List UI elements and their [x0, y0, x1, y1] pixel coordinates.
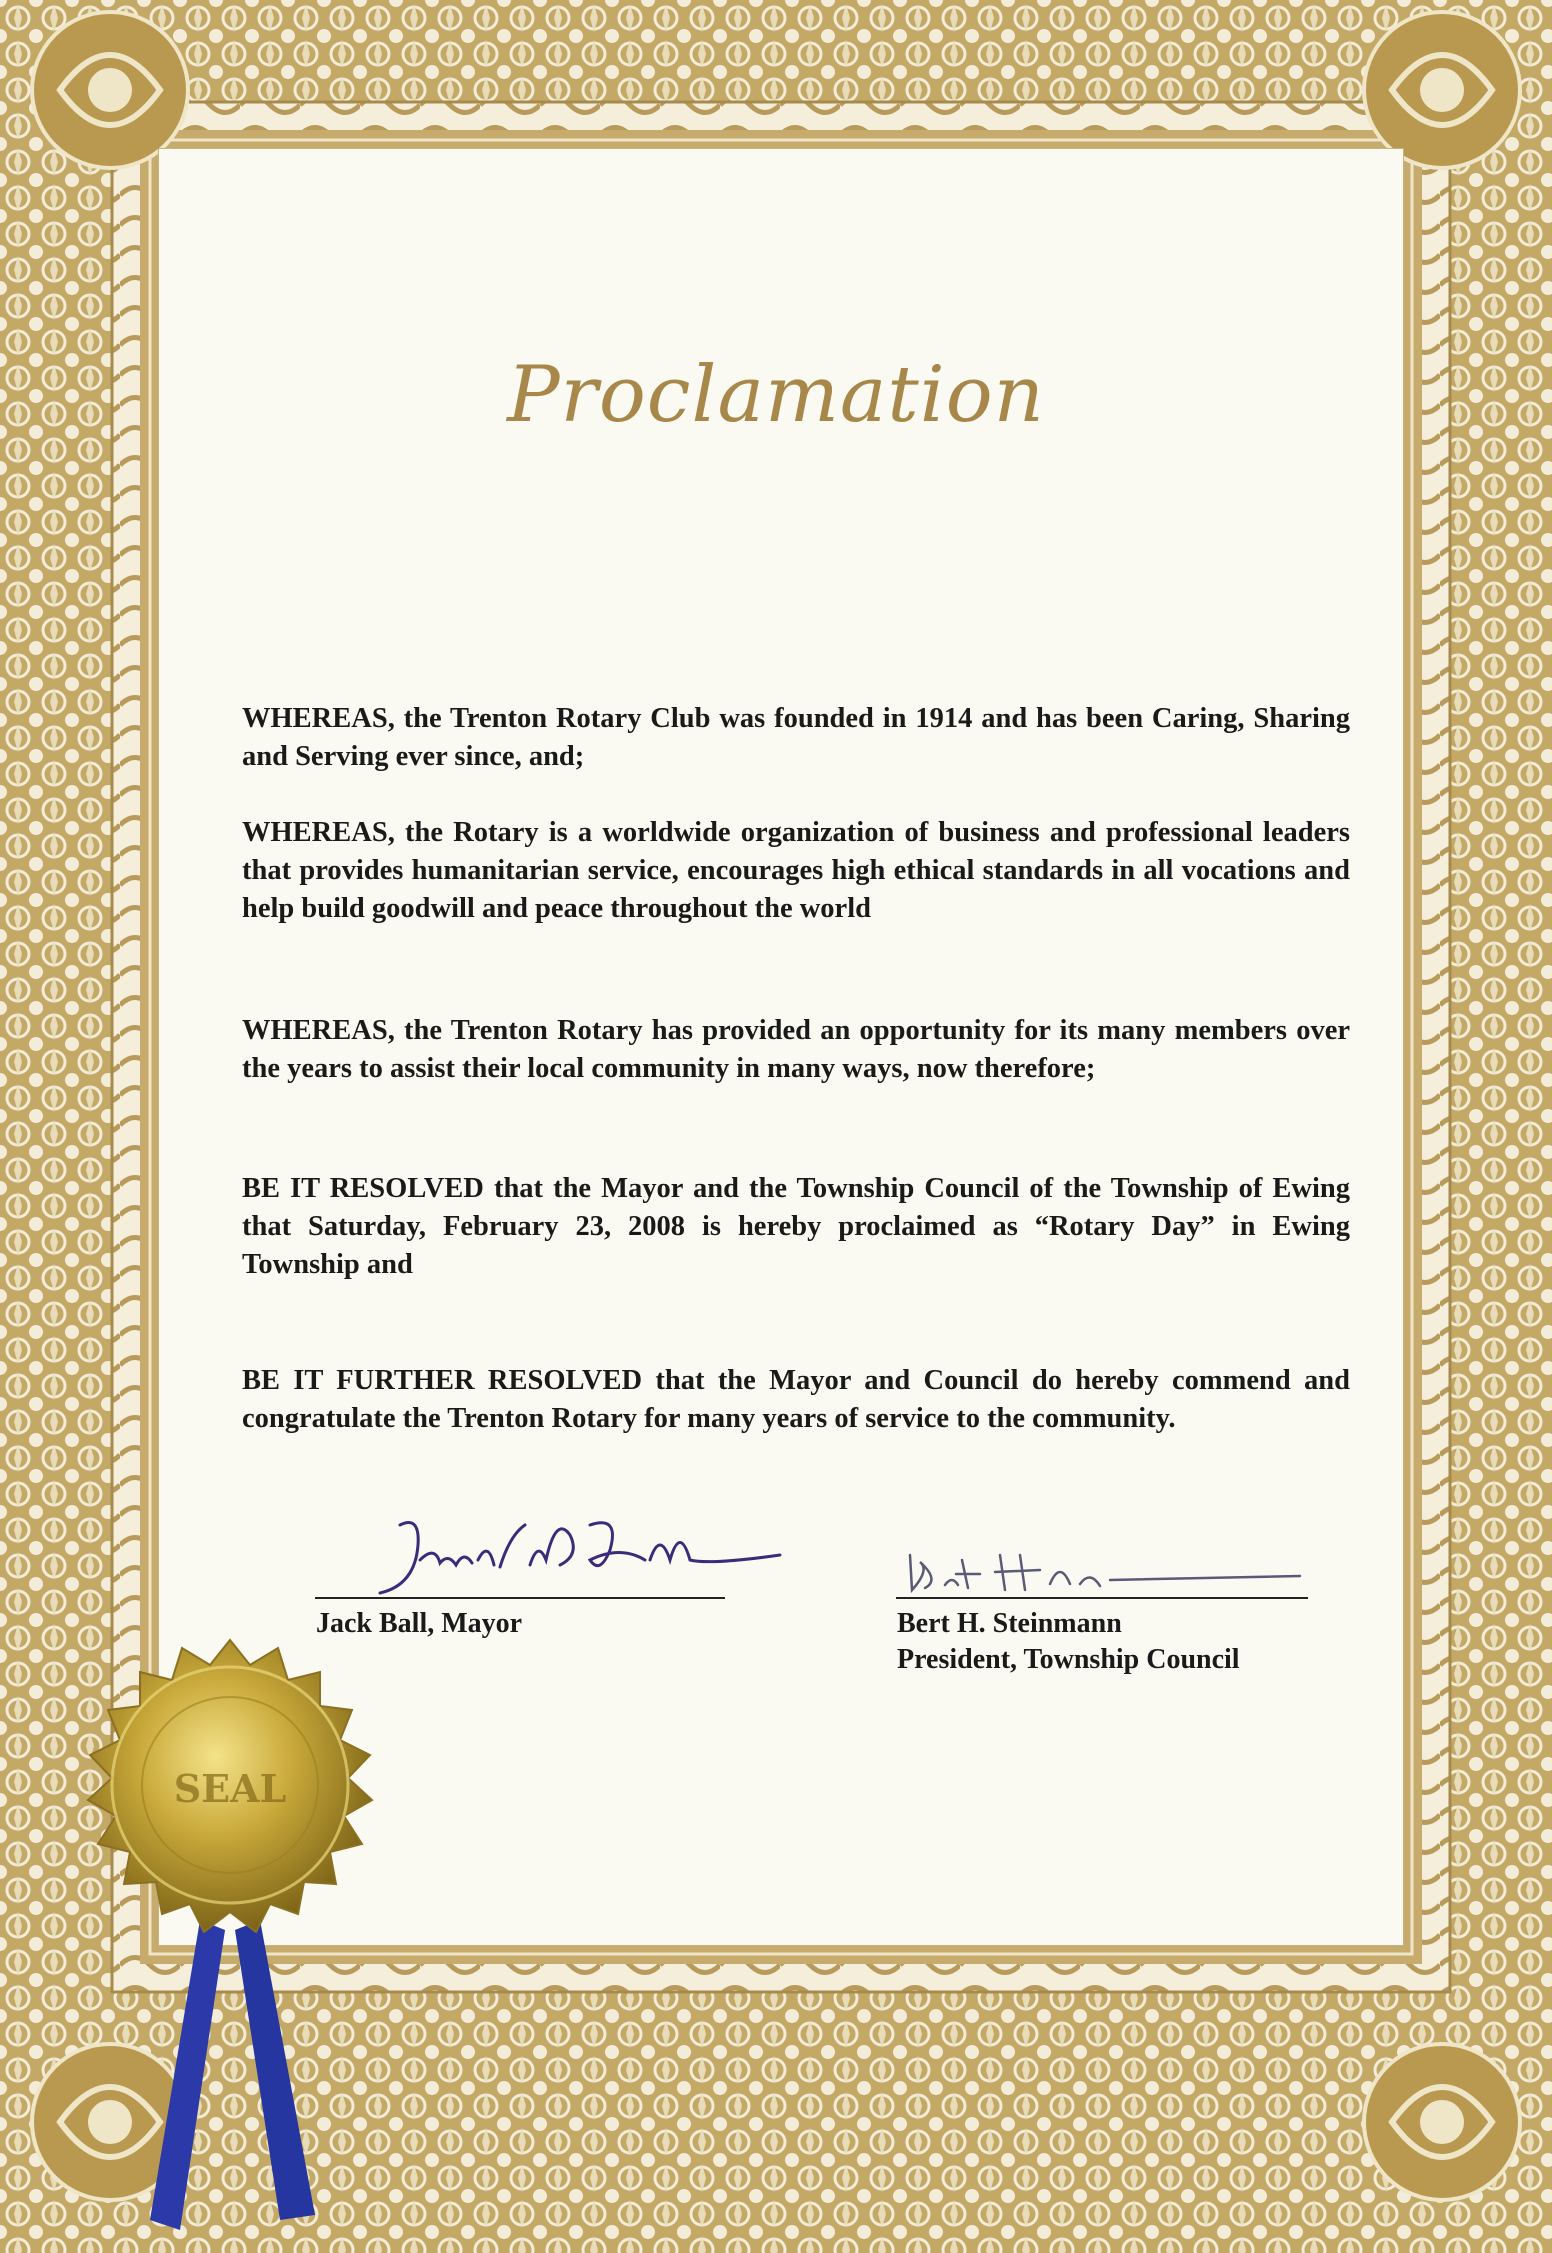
gold-seal-icon: [30, 1620, 430, 2240]
mayor-name-title: Jack Ball, Mayor: [316, 1608, 523, 1639]
president-signature: [890, 1540, 1310, 1610]
whereas-paragraph-3: WHEREAS, the Trenton Rotary has provided an opportunity for its many members over the years to assist their local community in many ways, now therefore;: [242, 1015, 1350, 1084]
whereas-paragraph-2: WHEREAS, the Rotary is a worldwide organization of business and professional leaders that provides humanitarian service, encourages high ethical standards in all vocations and help build goodwill and peace throughout the world: [242, 817, 1350, 924]
president-signature-line: [896, 1597, 1308, 1599]
mayor-signature-line: [315, 1597, 725, 1599]
seal-text: SEAL: [173, 1766, 287, 1811]
whereas-paragraph-1: WHEREAS, the Trenton Rotary Club was founded in 1914 and has been Caring, Sharing and Serving ever since, and;: [242, 703, 1350, 772]
further-resolved-paragraph: BE IT FURTHER RESOLVED that the Mayor and Council do hereby commend and congratulate the Trenton Rotary for many years of service to the community.: [242, 1365, 1350, 1434]
proclamation-title: Proclamation: [507, 350, 1045, 440]
blue-ribbon: [150, 1920, 315, 2230]
president-title: President, Township Council: [897, 1644, 1240, 1675]
president-name: Bert H. Steinmann: [897, 1608, 1122, 1639]
resolved-paragraph: BE IT RESOLVED that the Mayor and the Township Council of the Township of Ewing that Saturday, February 23, 2008 is hereby proclaimed as “Rotary Day” in Ewing Township and: [242, 1173, 1350, 1280]
mayor-signature: [360, 1505, 800, 1605]
